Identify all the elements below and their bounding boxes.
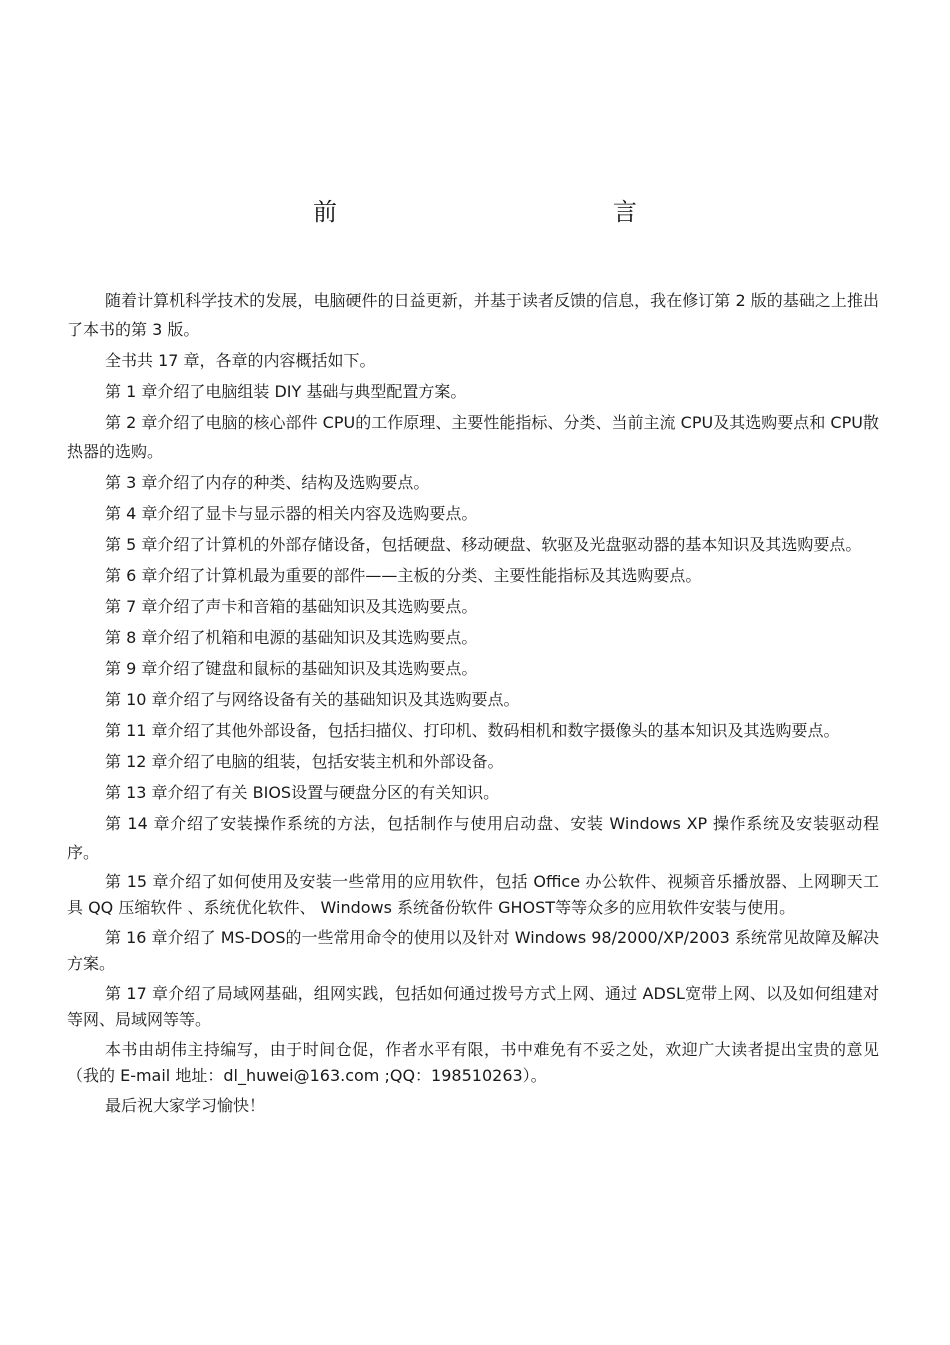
paragraph-chapter-11: 第 11 章介绍了其他外部设备，包括扫描仪、打印机、数码相机和数字摄像头的基本知识及其选购要点。	[105, 721, 840, 740]
paragraph-overview: 全书共 17 章，各章的内容概括如下。	[105, 351, 376, 370]
paragraph-chapter-13: 第 13 章介绍了有关 BIOS设置与硬盘分区的有关知识。	[105, 783, 500, 802]
paragraph-chapter-12: 第 12 章介绍了电脑的组装，包括安装主机和外部设备。	[105, 752, 504, 771]
paragraph-chapter-1: 第 1 章介绍了电脑组装 DIY 基础与典型配置方案。	[105, 382, 467, 401]
paragraph-chapter-17: 第 17 章介绍了局域网基础，组网实践，包括如何通过拨号方式上网、通过 ADSL宽带上网、以及如何组建对等网、局域网等等。	[67, 984, 879, 1029]
paragraph-chapter-2: 第 2 章介绍了电脑的核心部件 CPU的工作原理、主要性能指标、分类、当前主流 CPU及其选购要点和 CPU散热器的选购。	[67, 413, 879, 461]
paragraph-closing: 最后祝大家学习愉快！	[105, 1096, 266, 1115]
paragraph-chapter-8: 第 8 章介绍了机箱和电源的基础知识及其选购要点。	[105, 628, 478, 647]
paragraph-chapter-14: 第 14 章介绍了安装操作系统的方法，包括制作与使用启动盘、安装 Windows XP 操作系统及安装驱动程序。	[67, 814, 879, 862]
paragraph-chapter-4: 第 4 章介绍了显卡与显示器的相关内容及选购要点。	[105, 504, 478, 523]
paragraph-chapter-7: 第 7 章介绍了声卡和音箱的基础知识及其选购要点。	[105, 597, 478, 616]
paragraph-chapter-16: 第 16 章介绍了 MS-DOS的一些常用命令的使用以及针对 Windows 98/2000/XP/2003 系统常见故障及解决方案。	[67, 928, 879, 973]
paragraph-intro: 随着计算机科学技术的发展，电脑硬件的日益更新，并基于读者反馈的信息，我在修订第 2 版的基础之上推出了本书的第 3 版。	[67, 291, 879, 339]
paragraph-chapter-15: 第 15 章介绍了如何使用及安装一些常用的应用软件，包括 Office 办公软件、视频音乐播放器、上网聊天工具 QQ 压缩软件 、系统优化软件、 Windows 系统备份软件 GHOST等等众多的应用软件安装与使用。	[67, 872, 879, 917]
page-title: 前 言	[313, 198, 713, 226]
paragraph-chapter-6: 第 6 章介绍了计算机最为重要的部件——主板的分类、主要性能指标及其选购要点。	[105, 566, 702, 585]
paragraph-chapter-9: 第 9 章介绍了键盘和鼠标的基础知识及其选购要点。	[105, 659, 478, 678]
preface-body	[67, 286, 879, 1123]
paragraph-chapter-3: 第 3 章介绍了内存的种类、结构及选购要点。	[105, 473, 430, 492]
paragraph-chapter-5: 第 5 章介绍了计算机的外部存储设备，包括硬盘、移动硬盘、软驱及光盘驱动器的基本知识及其选购要点。	[105, 535, 862, 554]
paragraph-chapter-10: 第 10 章介绍了与网络设备有关的基础知识及其选购要点。	[105, 690, 520, 709]
paragraph-author-note: 本书由胡伟主持编写，由于时间仓促，作者水平有限，书中难免有不妥之处，欢迎广大读者提出宝贵的意见（我的 E-mail 地址：dl_huwei@163.com ;QQ：198510263）。	[67, 1040, 879, 1085]
